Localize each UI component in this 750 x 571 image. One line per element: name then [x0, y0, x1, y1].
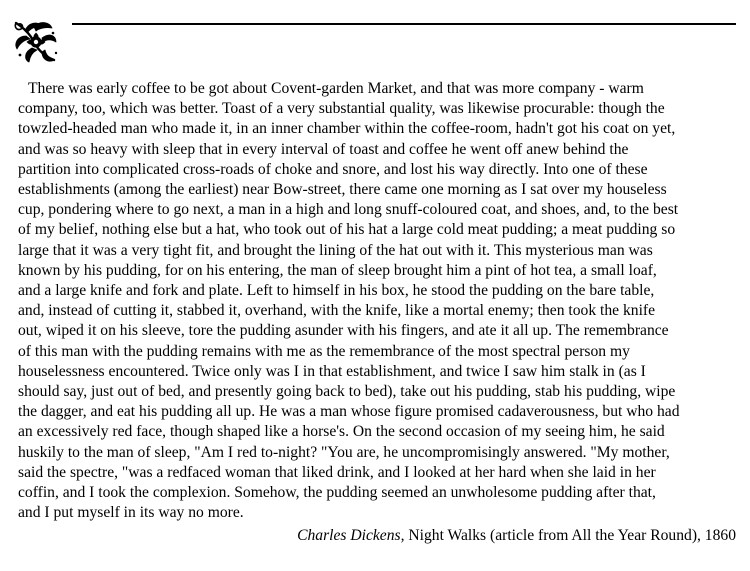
- header-rule: [72, 23, 736, 25]
- quoted-passage: There was early coffee to be got about Covent-garden Market, and that was more company - warm company, too, which was better. Toast of a very substantial quality, was likewise procurable: though the towzled-headed man who made it, in an inner chamber within the coffee-room, hadn't got his coat on yet, and was so heavy with sleep that in every interval of toast and coffee he went off anew behind the partition into complicated cross-roads of choke and snore, and lost his way directly. Into one of these establishments (among the earliest) near Bow-street, there came one morning as I sat over my houseless cup, pondering where to go next, a man in a high and long snuff-coloured coat, and shoes, and, to the best of my belief, nothing else but a hat, who took out of his hat a large cold meat pudding; a meat pudding so large that it was a very tight fit, and brought the lining of the hat out with it. This mysterious man was known by his pudding, for on his entering, the man of sleep brought him a pint of hot tea, a small loaf, and a large knife and fork and plate. Left to himself in his box, he stood the pudding on the bare table, and, instead of cutting it, stabbed it, overhand, with the knife, like a mortal enemy; then took the knife out, wiped it on his sleeve, tore the pudding asunder with his fingers, and ate it all up. The remembrance of this man with the pudding remains with me as the remembrance of the most spectral person my houselessness encountered. Twice only was I in that establishment, and twice I saw him stalk in (as I should say, just out of bed, and presently going back to bed), take out his pudding, stab his pudding, wipe the dagger, and eat his pudding all up. He was a man whose figure promised cadaverousness, but who had an excessively red face, though shaped like a horse's. On the second occasion of my seeing him, he said huskily to the man of sleep, "Am I red to-night? "You are, he uncompromisingly answered. "My mother, said the spectre, "was a redfaced woman that liked drink, and I looked at her hard when she laid in her coffin, and I took the complexion. Somehow, the pudding seemed an unwholesome pudding after that, and I put myself in its way no more.: [18, 80, 680, 522]
- attribution-author: Charles Dickens,: [297, 527, 405, 544]
- attribution-source: Night Walks (article from All the Year Round), 1860: [404, 527, 736, 544]
- floral-dingbat-icon: [12, 18, 58, 64]
- attribution: [297, 526, 736, 546]
